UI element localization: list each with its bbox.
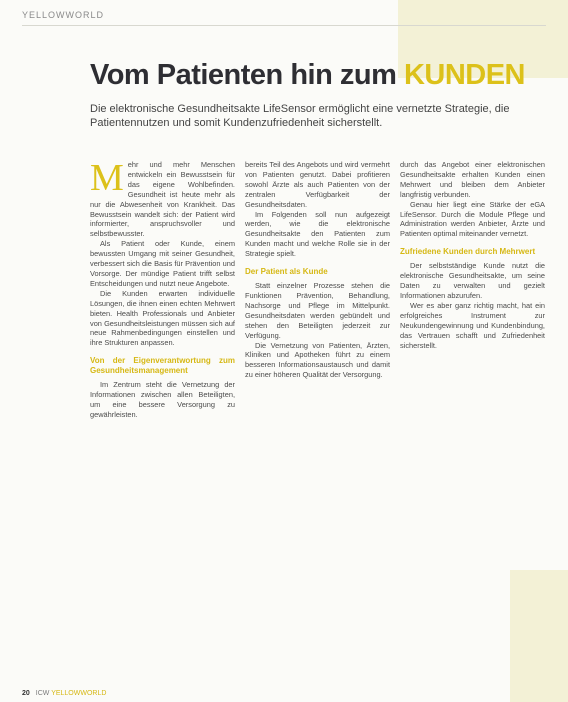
paragraph: Der selbstständige Kunde nutzt die elektronische Gesundheitsakte, um seine Daten zu verwalten und gezielt Informationen abzurufen. <box>400 261 545 300</box>
paragraph: Statt einzelner Prozesse stehen die Funktionen Prävention, Behandlung, Nachsorge und Pflege im Mittelpunkt. Gesundheitsdaten werden gebündelt und stehen den Beteiligten jederzeit zur Verfügung. <box>245 281 390 340</box>
header-rule <box>22 25 546 26</box>
subheading: Von der Eigenverantwortung zum Gesundheitsmanagement <box>90 356 235 376</box>
paragraph: Die Kunden erwarten individuelle Lösungen, die ihnen einen echten Mehrwert bieten. Health Professionals und Anbieter von Gesundheitsleistungen müssen sich auf neue Rahmenbedingungen einstellen und ihre Strukturen anpassen. <box>90 288 235 348</box>
article-headline <box>90 59 525 92</box>
column-1 <box>90 160 235 670</box>
paragraph: Im Folgenden soll nun aufgezeigt werden, wie die elektronische Gesundheitsakte den Patienten zum Kunden macht und welche Rolle sie in der Strategie spielt. <box>245 209 390 259</box>
section-tag: YELLOWWORLD <box>22 10 105 20</box>
paragraph: Genau hier liegt eine Stärke der eGA LifeSensor. Durch die Module Pflege und Administration werden Anbieter, Ärzte und Patienten optimal miteinander vernetzt. <box>400 199 545 239</box>
paragraph: Wer es aber ganz richtig macht, hat ein erfolgreiches Instrument zur Neukundengewinnung und Kundenbindung, das Vertrauen schafft und Zufriedenheit sicherstellt. <box>400 300 545 350</box>
subheading: Zufriedene Kunden durch Mehrwert <box>400 247 536 257</box>
column-3 <box>400 160 545 670</box>
headline-main: Vom Patienten hin zum <box>90 59 404 91</box>
footer-brand: ICW <box>35 690 50 697</box>
headline-accent: KUNDEN <box>403 59 525 91</box>
article-body <box>90 160 545 670</box>
page-number: 20 <box>22 690 30 697</box>
paragraph: durch das Angebot einer elektronischen Gesundheitsakte erhalten Kunden einen Mehrwert und bleiben dem Anbieter langfristig verbunden. <box>400 160 545 199</box>
article-subhead: Die elektronische Gesundheitsakte LifeSensor ermöglicht eine vernetzte Strategie, die Patientennutzen und somit Kundenzufriedenheit sicherstellt. <box>90 103 510 129</box>
subheading: Der Patient als Kunde <box>245 267 328 277</box>
paragraph: Mehr und mehr Menschen entwickeln ein Bewusstsein für das eigene Wohlbefinden. Gesundheit ist heute mehr als nur die Abwesenheit von Krankheit. Das Bewusstsein wandelt sich: der Patient wird informierter, anspruchsvoller und selbstbewusster. <box>90 160 235 239</box>
paragraph: Die Vernetzung von Patienten, Ärzten, Kliniken und Apotheken führt zu einem besseren Informationsaustausch und damit zu einer höheren Qualität der Versorgung. <box>245 340 390 380</box>
column-2 <box>245 160 390 670</box>
paragraph: Als Patient oder Kunde, einem bewussten Umgang mit seiner Gesundheit, verbessert sich die Basis für Prävention und Vorsorge. Der mündige Patient trifft selbst Entscheidungen und nutzt neue Angebote. <box>90 239 235 288</box>
paragraph: bereits Teil des Angebots und wird vermehrt von Patienten genutzt. Dabei profitieren sowohl Ärzte als auch Patienten von der zentralen Verfügbarkeit der Gesundheitsdaten. <box>245 160 390 209</box>
drop-cap: M <box>90 160 124 199</box>
paragraph: Im Zentrum steht die Vernetzung der Informationen zwischen allen Beteiligten, um eine bessere Versorgung zu gewährleisten. <box>90 380 235 419</box>
page-footer <box>22 690 106 697</box>
footer-magazine: YELLOWWORLD <box>51 690 107 697</box>
